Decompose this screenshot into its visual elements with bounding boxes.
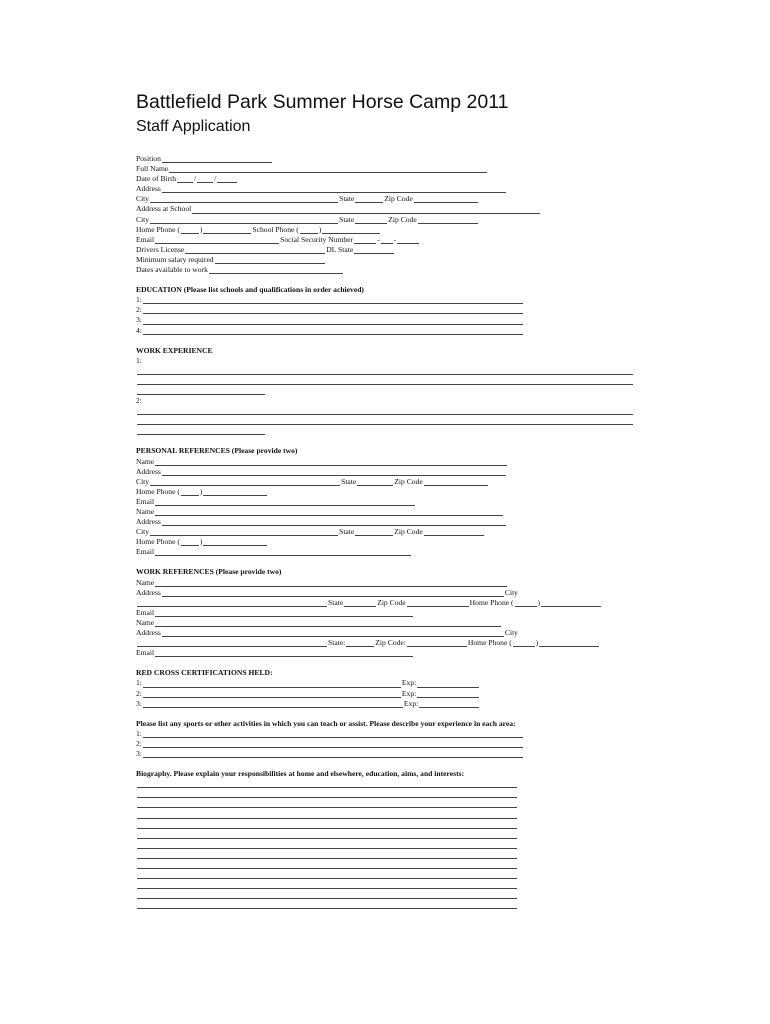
biography-line — [136, 840, 636, 850]
personal-references-heading: PERSONAL REFERENCES (Please provide two) — [136, 446, 298, 456]
work-references-heading: WORK REFERENCES (Please provide two) — [136, 567, 282, 577]
address-field[interactable] — [162, 185, 506, 193]
item-number: 1: — [136, 728, 142, 738]
biography-field[interactable] — [137, 871, 517, 879]
name-label: Name — [136, 507, 155, 516]
sports-field[interactable] — [143, 730, 523, 738]
red-cross-item-2 — [136, 689, 636, 699]
address-label: Address — [136, 517, 161, 527]
phone-row — [136, 225, 636, 235]
zip-field[interactable] — [414, 195, 478, 203]
work-experience-field[interactable] — [137, 417, 633, 425]
city-label: City — [136, 527, 150, 537]
biography-field[interactable] — [137, 841, 517, 849]
dob-row — [136, 174, 636, 184]
school-phone-area-field[interactable] — [300, 226, 318, 234]
dob-label: Date of Birth — [136, 174, 177, 184]
state-label: State — [339, 214, 355, 224]
ssn-part3-field[interactable] — [397, 236, 419, 244]
reference-email-row — [136, 547, 636, 557]
item-number: 1: — [136, 355, 142, 365]
state-label: State — [339, 527, 355, 537]
paren-close: ) — [318, 224, 322, 234]
reference-name-row — [136, 457, 636, 467]
biography-line — [136, 830, 636, 840]
reference-phone-row — [136, 487, 636, 497]
work-experience-field[interactable] — [137, 427, 265, 435]
work-experience-field[interactable] — [137, 387, 265, 395]
address-label: Address — [136, 184, 161, 194]
biography-line — [136, 870, 636, 880]
ssn-label: Social Security Number — [280, 234, 354, 244]
sports-item-3 — [136, 749, 636, 759]
home-phone-label: Home Phone ( — [136, 224, 180, 234]
biography-field[interactable] — [137, 800, 517, 808]
paren-close: ) — [199, 224, 203, 234]
school-phone-field[interactable] — [322, 226, 380, 234]
application-page — [136, 88, 636, 910]
dates-available-field[interactable] — [209, 266, 343, 274]
red-cross-item-1 — [136, 678, 636, 688]
work-ref-state-field[interactable] — [346, 639, 374, 647]
certification-field[interactable] — [143, 680, 401, 688]
ssn-separator: - — [393, 234, 397, 244]
work-ref-state-field[interactable] — [344, 599, 376, 607]
reference-phone-row — [136, 537, 636, 547]
address-row — [136, 184, 636, 194]
biography-field[interactable] — [137, 851, 517, 859]
work-ref-zip-field[interactable] — [407, 639, 467, 647]
biography-field[interactable] — [137, 901, 517, 909]
biography-line — [136, 779, 636, 789]
item-number: 3: — [136, 698, 142, 708]
item-number: 4: — [136, 325, 142, 335]
sports-heading: Please list any sports or other activities in which you can teach or assist. Please describe your experience in each area: — [136, 718, 516, 728]
item-number: 3: — [136, 315, 142, 325]
address-school-row — [136, 204, 636, 214]
reference-phone-area-field[interactable] — [181, 488, 199, 496]
education-heading: EDUCATION (Please list schools and qualifications in order achieved) — [136, 285, 364, 295]
item-number: 1: — [136, 678, 142, 688]
work-ref-email-row — [136, 648, 636, 658]
city-row — [136, 194, 636, 204]
zip-label: Zip Code — [377, 597, 406, 607]
email-label: Email — [136, 547, 155, 557]
biography-line — [136, 799, 636, 809]
ssn-part1-field[interactable] — [354, 236, 376, 244]
dl-state-field[interactable] — [354, 246, 394, 254]
zip-label: Zip Code — [394, 527, 423, 537]
home-phone-field[interactable] — [203, 226, 251, 234]
paren-close: ) — [535, 638, 539, 648]
work-ref-phone-field[interactable] — [541, 599, 601, 607]
zip-label: Zip Code — [394, 476, 423, 486]
email-field[interactable] — [155, 236, 279, 244]
dob-month-field[interactable] — [177, 175, 193, 183]
education-item-4 — [136, 326, 636, 336]
full-name-row — [136, 164, 636, 174]
dob-separator: / — [194, 174, 197, 184]
city-label: City — [504, 587, 518, 597]
address-school-label: Address at School — [136, 204, 192, 214]
reference-city-row — [136, 527, 636, 537]
work-ref-city-field[interactable] — [137, 639, 327, 647]
red-cross-heading: RED CROSS CERTIFICATIONS HELD: — [136, 668, 273, 678]
exp-field[interactable] — [419, 700, 479, 708]
dob-year-field[interactable] — [217, 175, 237, 183]
work-experience-line — [136, 376, 636, 386]
zip-label: Zip Code: — [375, 638, 406, 648]
email-label: Email — [136, 496, 155, 506]
paren-close: ) — [199, 486, 203, 496]
school-city-field[interactable] — [150, 216, 338, 224]
email-label: Email — [136, 234, 155, 244]
dob-separator: / — [214, 174, 217, 184]
exp-label: Exp: — [403, 698, 419, 708]
min-salary-label: Minimum salary required — [136, 254, 214, 264]
state-field[interactable] — [355, 195, 383, 203]
work-ref-zip-field[interactable] — [407, 599, 469, 607]
paren-close: ) — [537, 597, 541, 607]
work-ref-address-row — [136, 628, 636, 638]
position-label: Position — [136, 154, 161, 163]
reference-address-row — [136, 517, 636, 527]
biography-field[interactable] — [137, 881, 517, 889]
exp-field[interactable] — [417, 690, 479, 698]
biography-field[interactable] — [137, 811, 517, 819]
home-phone-label: Home Phone ( — [136, 537, 180, 547]
name-label: Name — [136, 577, 155, 587]
home-phone-label: Home Phone ( — [467, 638, 512, 648]
exp-label: Exp: — [401, 688, 417, 698]
work-ref-address-row — [136, 588, 636, 598]
name-label: Name — [136, 617, 155, 627]
biography-line — [136, 809, 636, 819]
work-experience-item-2 — [136, 396, 636, 406]
work-experience-field[interactable] — [137, 377, 633, 385]
work-experience-field[interactable] — [137, 367, 633, 375]
reference-city-field[interactable] — [150, 478, 340, 486]
work-ref-name-row — [136, 618, 636, 628]
state-label: State — [341, 476, 357, 486]
sports-item-1 — [136, 729, 636, 739]
address-label: Address — [136, 628, 161, 638]
biography-line — [136, 860, 636, 870]
work-ref-address-field[interactable] — [162, 629, 504, 637]
biography-line — [136, 890, 636, 900]
work-ref-email-row — [136, 608, 636, 618]
work-ref-city-field[interactable] — [137, 599, 327, 607]
home-phone-label: Home Phone ( — [469, 597, 514, 607]
work-ref-email-field[interactable] — [155, 649, 413, 657]
page-title: Battlefield Park Summer Horse Camp 2011 — [136, 91, 509, 113]
reference-city-field[interactable] — [150, 528, 338, 536]
school-phone-label: School Phone ( — [252, 224, 299, 234]
reference-zip-field[interactable] — [424, 528, 484, 536]
biography-line — [136, 850, 636, 860]
reference-phone-field[interactable] — [203, 538, 267, 546]
address-label: Address — [136, 587, 161, 597]
work-experience-line — [136, 386, 636, 396]
address-label: Address — [136, 466, 161, 476]
ssn-part2-field[interactable] — [381, 236, 393, 244]
state-label: State — [328, 597, 344, 607]
ssn-separator: - — [377, 234, 380, 244]
position-field[interactable] — [162, 155, 272, 163]
item-number: 1: — [136, 295, 142, 305]
state-label: State: — [328, 638, 346, 648]
full-name-label: Full Name — [136, 164, 169, 174]
work-experience-field[interactable] — [137, 407, 633, 415]
full-name-field[interactable] — [169, 165, 487, 173]
school-state-field[interactable] — [355, 216, 387, 224]
position-row — [136, 154, 636, 164]
reference-zip-field[interactable] — [424, 478, 488, 486]
work-ref-name-row — [136, 578, 636, 588]
item-number: 2: — [136, 738, 142, 748]
home-phone-area-field[interactable] — [181, 226, 199, 234]
biography-lines — [136, 779, 636, 910]
biography-heading: Biography. Please explain your responsibilities at home and elsewhere, education, aims, and interests: — [136, 769, 465, 779]
reference-address-field[interactable] — [162, 468, 506, 476]
reference-state-field[interactable] — [357, 478, 393, 486]
reference-address-field[interactable] — [162, 518, 506, 526]
biography-field[interactable] — [137, 790, 517, 798]
certification-field[interactable] — [143, 690, 401, 698]
city-label: City — [136, 214, 150, 224]
biography-field[interactable] — [137, 821, 517, 829]
work-ref-state-row — [136, 638, 636, 648]
education-item-2 — [136, 305, 636, 315]
reference-phone-field[interactable] — [203, 488, 267, 496]
work-ref-phone-field[interactable] — [539, 639, 599, 647]
work-experience-line — [136, 426, 636, 436]
dates-available-label: Dates available to work — [136, 265, 208, 275]
education-field[interactable] — [143, 327, 523, 335]
city-label: City — [136, 476, 150, 486]
sports-item-2 — [136, 739, 636, 749]
application-form — [136, 154, 636, 910]
work-ref-phone-area-field[interactable] — [515, 599, 537, 607]
education-item-1 — [136, 295, 636, 305]
email-ssn-row — [136, 235, 636, 245]
reference-name-row — [136, 507, 636, 517]
work-experience-line — [136, 416, 636, 426]
home-phone-label: Home Phone ( — [136, 486, 180, 496]
item-number: 2: — [136, 688, 142, 698]
item-number: 2: — [136, 396, 142, 406]
biography-field[interactable] — [137, 891, 517, 899]
work-ref-name-field[interactable] — [155, 619, 501, 627]
exp-field[interactable] — [417, 680, 479, 688]
work-ref-address-field[interactable] — [162, 589, 504, 597]
item-number: 2: — [136, 305, 142, 315]
paren-close: ) — [199, 537, 203, 547]
exp-label: Exp: — [401, 678, 417, 688]
sports-field[interactable] — [143, 750, 523, 758]
reference-phone-area-field[interactable] — [181, 538, 199, 546]
work-experience-line — [136, 366, 636, 376]
drivers-license-label: Drivers License — [136, 244, 185, 254]
reference-city-row — [136, 477, 636, 487]
salary-row — [136, 255, 636, 265]
education-item-3 — [136, 315, 636, 325]
work-ref-state-row — [136, 598, 636, 608]
reference-email-field[interactable] — [155, 498, 415, 506]
dob-day-field[interactable] — [197, 175, 213, 183]
address-school-field[interactable] — [192, 206, 540, 214]
biography-line — [136, 820, 636, 830]
page-subtitle: Staff Application — [136, 118, 251, 135]
biography-field[interactable] — [137, 831, 517, 839]
reference-email-field[interactable] — [155, 548, 411, 556]
min-salary-field[interactable] — [215, 256, 325, 264]
education-field[interactable] — [143, 296, 523, 304]
school-city-row — [136, 215, 636, 225]
reference-address-row — [136, 467, 636, 477]
city-label: City — [136, 194, 150, 204]
biography-line — [136, 900, 636, 910]
zip-label: Zip Code — [384, 194, 413, 204]
education-field[interactable] — [143, 306, 523, 314]
city-label: City — [504, 628, 518, 638]
reference-name-field[interactable] — [155, 458, 507, 466]
item-number: 3: — [136, 748, 142, 758]
reference-state-field[interactable] — [355, 528, 393, 536]
email-label: Email — [136, 607, 155, 617]
work-ref-email-field[interactable] — [155, 609, 413, 617]
email-label: Email — [136, 648, 155, 658]
state-label: State — [339, 194, 355, 204]
red-cross-item-3 — [136, 699, 636, 709]
sports-field[interactable] — [143, 740, 523, 748]
work-ref-phone-area-field[interactable] — [513, 639, 535, 647]
city-field[interactable] — [150, 195, 338, 203]
education-field[interactable] — [143, 317, 523, 325]
work-ref-name-field[interactable] — [155, 579, 507, 587]
school-zip-field[interactable] — [418, 216, 478, 224]
certification-field[interactable] — [143, 700, 403, 708]
zip-label: Zip Code — [388, 214, 417, 224]
reference-email-row — [136, 497, 636, 507]
dl-state-label: DL State — [326, 244, 354, 254]
biography-field[interactable] — [137, 861, 517, 869]
work-experience-item-1 — [136, 356, 636, 366]
license-row — [136, 245, 636, 255]
dates-available-row — [136, 265, 636, 275]
biography-line — [136, 880, 636, 890]
name-label: Name — [136, 456, 155, 466]
drivers-license-field[interactable] — [185, 246, 325, 254]
biography-line — [136, 789, 636, 799]
work-experience-heading: WORK EXPERIENCE — [136, 345, 213, 355]
biography-field[interactable] — [137, 780, 517, 788]
work-experience-line — [136, 406, 636, 416]
reference-name-field[interactable] — [155, 508, 503, 516]
